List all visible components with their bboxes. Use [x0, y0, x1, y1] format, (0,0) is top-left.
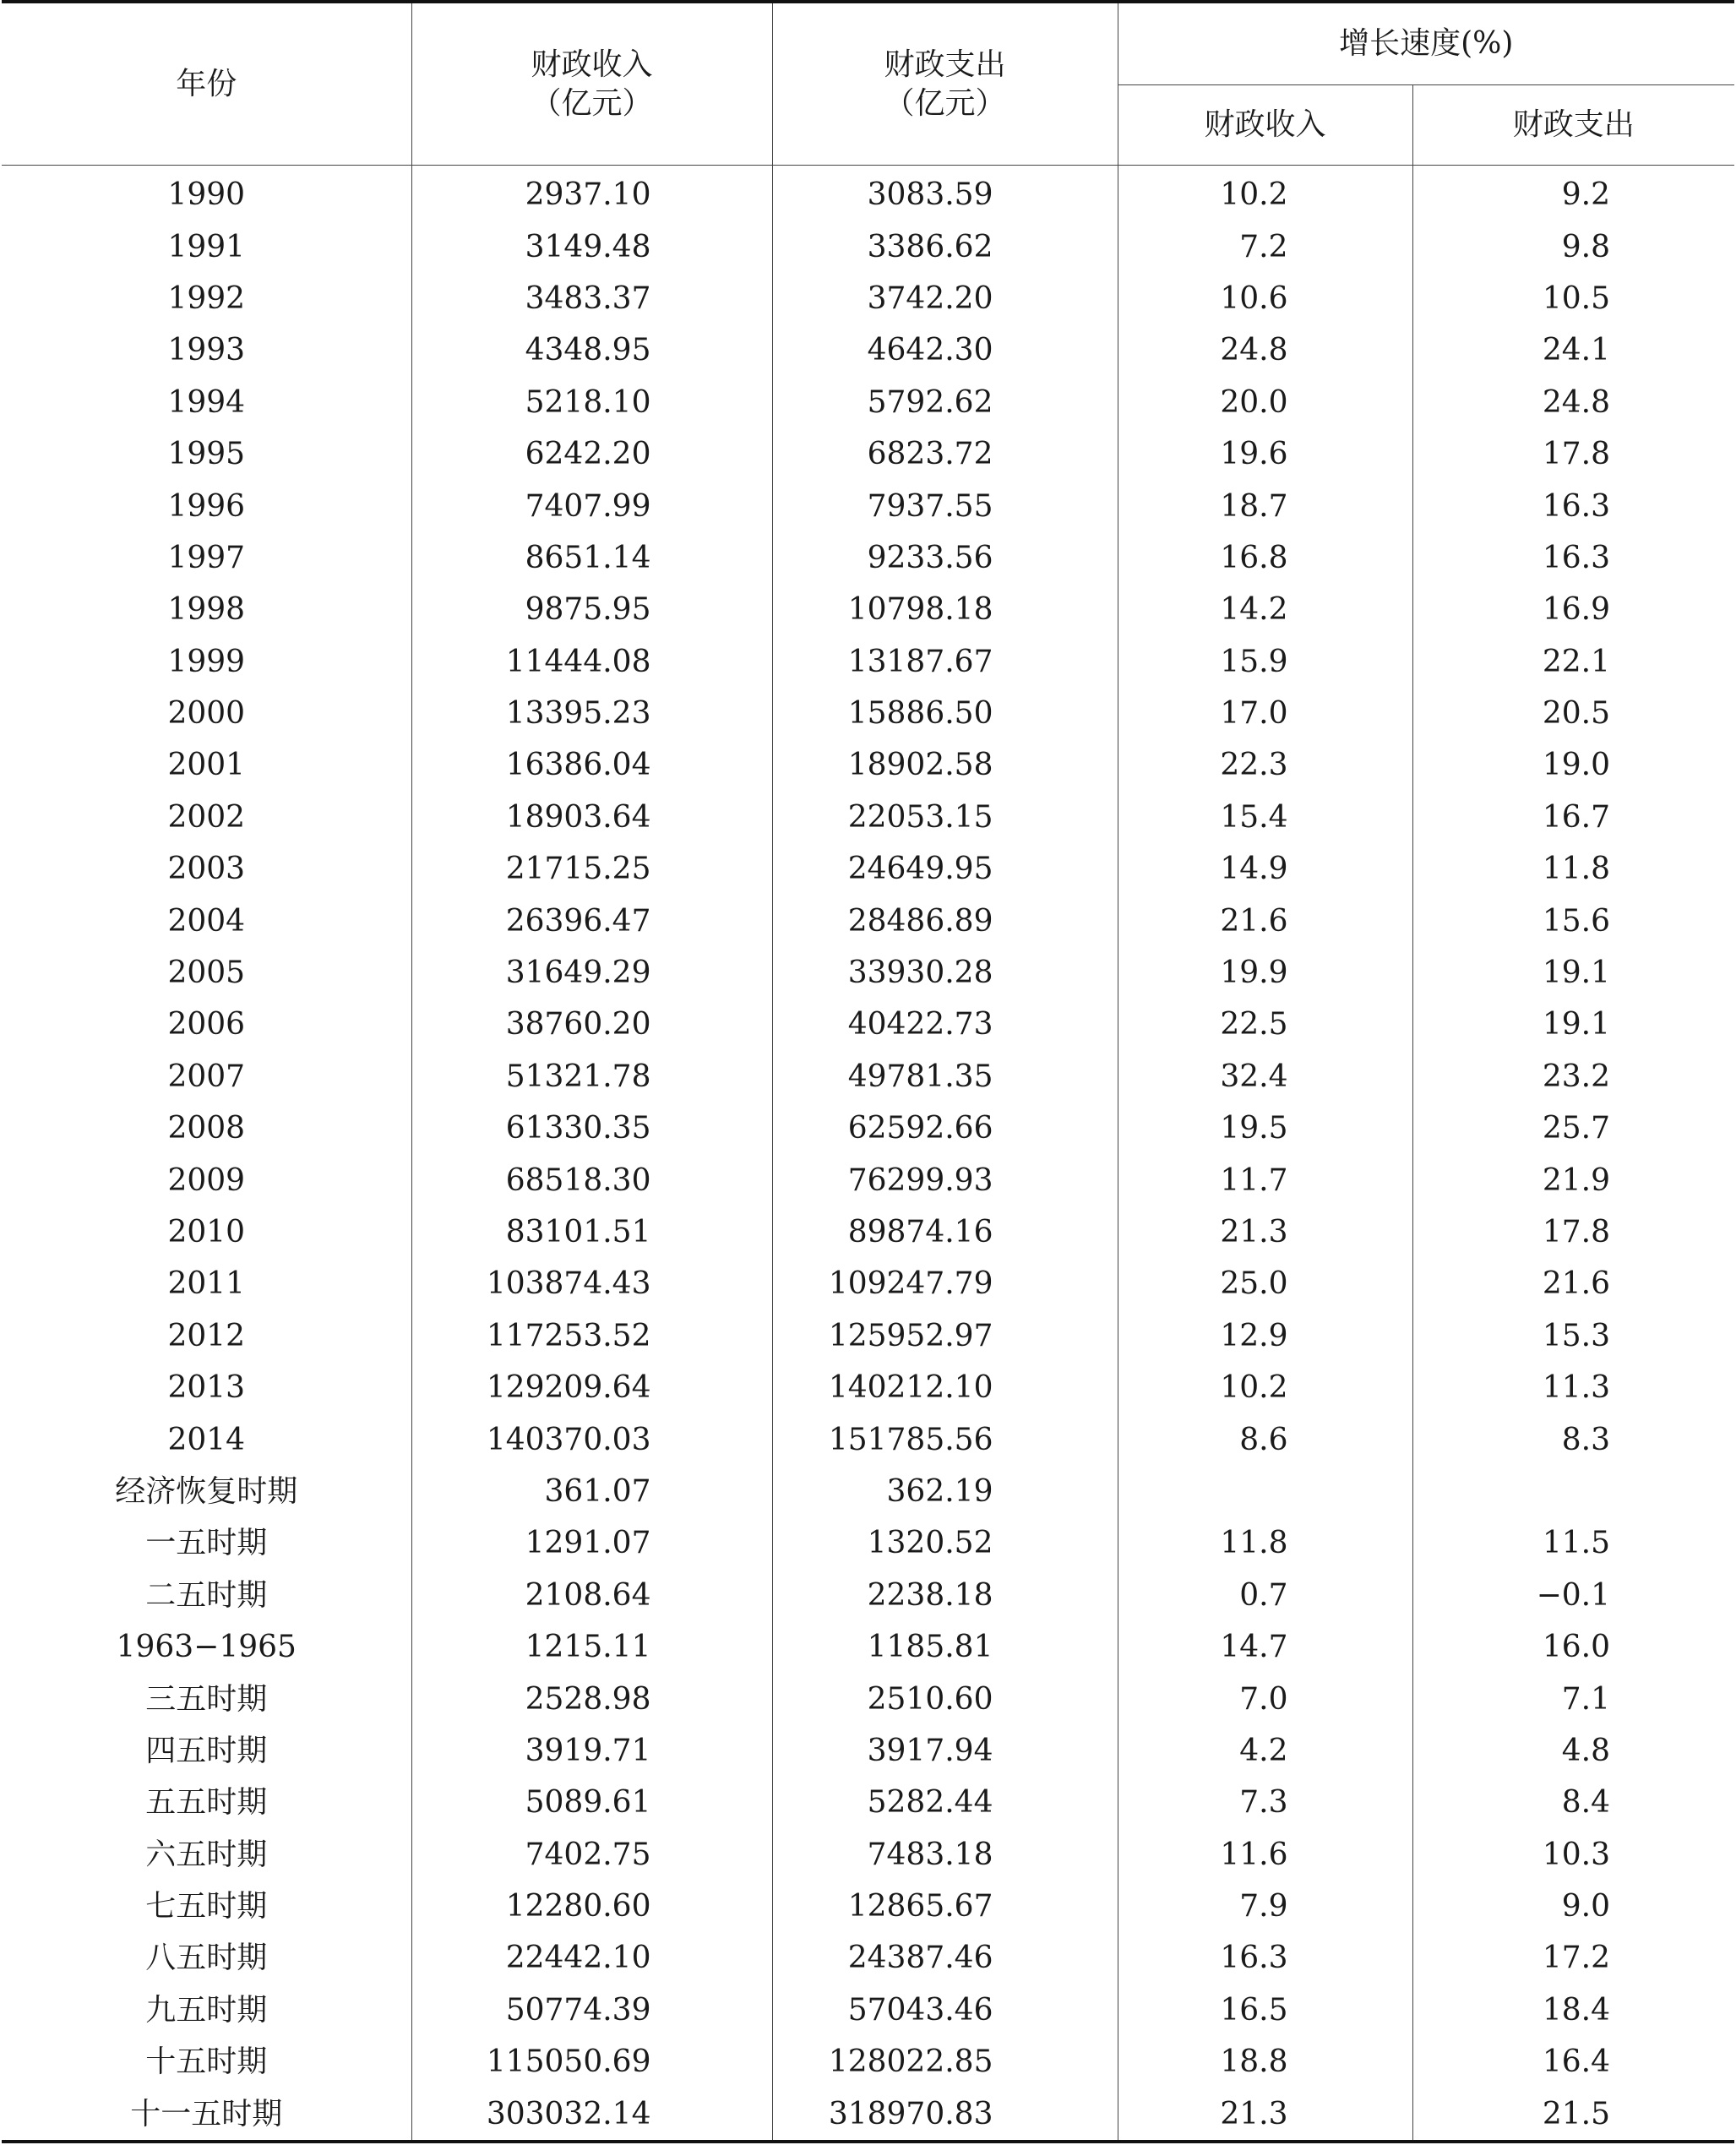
table-row	[2, 1258, 1734, 1309]
cell-year: 1996	[167, 488, 246, 524]
cell-growth-revenue: 20.0	[1118, 377, 1412, 428]
cell-expenditure: 18902.58	[772, 739, 1118, 791]
table-row	[2, 739, 1734, 791]
cell-year: 2000	[167, 696, 246, 732]
cell-expenditure: 109247.79	[772, 1258, 1118, 1309]
cell-growth-revenue: 19.6	[1118, 428, 1412, 480]
cell-revenue: 12280.60	[411, 1881, 772, 1932]
fiscal-table	[2, 0, 1734, 2143]
cell-expenditure: 5792.62	[772, 377, 1118, 428]
cell-revenue: 3149.48	[411, 220, 772, 272]
cell-expenditure: 1185.81	[772, 1621, 1118, 1673]
cell-expenditure: 49781.35	[772, 1051, 1118, 1102]
cell-year: 1993	[167, 333, 246, 368]
cell-growth-expenditure: 4.8	[1412, 1725, 1734, 1777]
cell-growth-expenditure: 16.0	[1412, 1621, 1734, 1673]
table-row	[2, 166, 1734, 221]
cell-expenditure: 3386.62	[772, 220, 1118, 272]
cell-growth-revenue: 12.9	[1118, 1310, 1412, 1362]
cell-growth-expenditure: 9.0	[1412, 1881, 1734, 1932]
cell-growth-revenue: 21.3	[1118, 2088, 1412, 2141]
cell-growth-expenditure: 16.9	[1412, 584, 1734, 635]
cell-expenditure: 5282.44	[772, 1777, 1118, 1828]
table-row	[2, 584, 1734, 635]
table-row	[2, 324, 1734, 376]
table-row	[2, 999, 1734, 1050]
cell-revenue: 16386.04	[411, 739, 772, 791]
cell-expenditure: 12865.67	[772, 1881, 1118, 1932]
cell-expenditure: 2238.18	[772, 1570, 1118, 1621]
cell-expenditure: 140212.10	[772, 1362, 1118, 1413]
cell-growth-expenditure: 21.5	[1412, 2088, 1734, 2141]
cell-year: 1994	[167, 384, 246, 420]
table-row	[2, 1362, 1734, 1413]
cell-year: 一五时期	[145, 1526, 268, 1561]
cell-growth-expenditure: 19.1	[1412, 947, 1734, 999]
cell-year: 2013	[167, 1370, 246, 1406]
table-row	[2, 1051, 1734, 1102]
cell-growth-revenue: 19.5	[1118, 1102, 1412, 1154]
table-row	[2, 1984, 1734, 2036]
cell-revenue: 8651.14	[411, 532, 772, 584]
cell-expenditure: 7483.18	[772, 1829, 1118, 1881]
table-row	[2, 636, 1734, 688]
cell-revenue: 38760.20	[411, 999, 772, 1050]
cell-revenue: 140370.03	[411, 1413, 772, 1465]
cell-expenditure: 62592.66	[772, 1102, 1118, 1154]
cell-revenue: 18903.64	[411, 792, 772, 843]
header-expenditure-unit: （亿元）	[884, 85, 1006, 121]
cell-year: 八五时期	[145, 1941, 268, 1976]
cell-growth-expenditure: −0.1	[1412, 1570, 1734, 1621]
cell-revenue: 83101.51	[411, 1206, 772, 1258]
cell-growth-revenue: 18.7	[1118, 480, 1412, 531]
table-row	[2, 1621, 1734, 1673]
cell-revenue: 2108.64	[411, 1570, 772, 1621]
cell-growth-revenue: 7.0	[1118, 1673, 1412, 1724]
cell-revenue: 13395.23	[411, 688, 772, 739]
cell-growth-revenue: 22.5	[1118, 999, 1412, 1050]
cell-growth-expenditure: 17.8	[1412, 428, 1734, 480]
cell-expenditure: 76299.93	[772, 1154, 1118, 1206]
cell-year: 2011	[167, 1266, 246, 1302]
header-growth: 增长速度(%)	[1118, 2, 1734, 85]
cell-growth-revenue: 11.6	[1118, 1829, 1412, 1881]
table-body	[2, 166, 1734, 2142]
cell-revenue: 68518.30	[411, 1154, 772, 1206]
cell-expenditure: 28486.89	[772, 895, 1118, 946]
cell-expenditure: 6823.72	[772, 428, 1118, 480]
cell-growth-revenue: 7.3	[1118, 1777, 1412, 1828]
header-growth-expenditure: 财政支出	[1412, 85, 1734, 166]
cell-expenditure: 362.19	[772, 1466, 1118, 1517]
cell-revenue: 3483.37	[411, 273, 772, 324]
cell-year: 四五时期	[145, 1733, 268, 1768]
cell-growth-expenditure: 8.3	[1412, 1413, 1734, 1465]
cell-year: 1963−1965	[116, 1630, 297, 1665]
table-row	[2, 273, 1734, 324]
header-expenditure-label: 财政支出	[884, 46, 1006, 82]
cell-revenue: 115050.69	[411, 2036, 772, 2088]
header-expenditure	[772, 2, 1118, 166]
cell-revenue: 6242.20	[411, 428, 772, 480]
cell-expenditure: 3742.20	[772, 273, 1118, 324]
cell-growth-expenditure: 24.1	[1412, 324, 1734, 376]
cell-revenue: 103874.43	[411, 1258, 772, 1309]
table-header	[2, 2, 1734, 166]
cell-year: 2014	[167, 1422, 246, 1457]
cell-revenue: 5218.10	[411, 377, 772, 428]
cell-growth-revenue: 14.9	[1118, 843, 1412, 895]
cell-growth-expenditure: 8.4	[1412, 1777, 1734, 1828]
cell-growth-expenditure: 21.9	[1412, 1154, 1734, 1206]
table-row	[2, 688, 1734, 739]
cell-growth-revenue: 10.6	[1118, 273, 1412, 324]
cell-year: 十五时期	[145, 2044, 268, 2080]
cell-growth-expenditure: 10.5	[1412, 273, 1734, 324]
cell-year: 1995	[167, 437, 246, 472]
table-row	[2, 843, 1734, 895]
cell-growth-revenue: 0.7	[1118, 1570, 1412, 1621]
cell-expenditure: 22053.15	[772, 792, 1118, 843]
table-row	[2, 220, 1734, 272]
cell-growth-expenditure: 9.2	[1412, 166, 1734, 221]
cell-growth-revenue: 10.2	[1118, 1362, 1412, 1413]
cell-revenue: 22442.10	[411, 1932, 772, 1984]
cell-growth-expenditure: 16.3	[1412, 480, 1734, 531]
table-row	[2, 1570, 1734, 1621]
cell-year: 2004	[167, 903, 246, 939]
cell-growth-expenditure: 10.3	[1412, 1829, 1734, 1881]
cell-revenue: 3919.71	[411, 1725, 772, 1777]
cell-growth-revenue: 8.6	[1118, 1413, 1412, 1465]
cell-growth-expenditure: 7.1	[1412, 1673, 1734, 1724]
cell-growth-expenditure: 15.6	[1412, 895, 1734, 946]
cell-year: 2003	[167, 852, 246, 887]
cell-growth-expenditure: 11.3	[1412, 1362, 1734, 1413]
cell-growth-expenditure: 17.2	[1412, 1932, 1734, 1984]
table-row	[2, 428, 1734, 480]
cell-growth-revenue: 15.9	[1118, 636, 1412, 688]
cell-expenditure: 2510.60	[772, 1673, 1118, 1724]
cell-revenue: 7402.75	[411, 1829, 772, 1881]
table-row	[2, 532, 1734, 584]
table-row	[2, 480, 1734, 531]
cell-growth-revenue: 15.4	[1118, 792, 1412, 843]
cell-expenditure: 24649.95	[772, 843, 1118, 895]
header-year: 年份	[176, 66, 237, 101]
table-row	[2, 377, 1734, 428]
table-row	[2, 1829, 1734, 1881]
table-row	[2, 1310, 1734, 1362]
cell-growth-revenue: 21.6	[1118, 895, 1412, 946]
cell-growth-expenditure: 11.5	[1412, 1517, 1734, 1569]
cell-expenditure: 15886.50	[772, 688, 1118, 739]
cell-expenditure: 128022.85	[772, 2036, 1118, 2088]
cell-revenue: 5089.61	[411, 1777, 772, 1828]
cell-expenditure: 7937.55	[772, 480, 1118, 531]
cell-revenue: 21715.25	[411, 843, 772, 895]
cell-year: 经济恢复时期	[115, 1473, 298, 1509]
cell-year: 三五时期	[145, 1681, 268, 1717]
cell-revenue: 361.07	[411, 1466, 772, 1517]
cell-expenditure: 24387.46	[772, 1932, 1118, 1984]
cell-year: 二五时期	[145, 1577, 268, 1613]
cell-expenditure: 125952.97	[772, 1310, 1118, 1362]
cell-revenue: 11444.08	[411, 636, 772, 688]
cell-expenditure: 10798.18	[772, 584, 1118, 635]
cell-growth-expenditure: 22.1	[1412, 636, 1734, 688]
cell-growth-expenditure: 24.8	[1412, 377, 1734, 428]
cell-year: 七五时期	[145, 1889, 268, 1925]
cell-revenue: 50774.39	[411, 1984, 772, 2036]
cell-expenditure: 13187.67	[772, 636, 1118, 688]
cell-growth-revenue: 7.2	[1118, 220, 1412, 272]
cell-expenditure: 4642.30	[772, 324, 1118, 376]
cell-expenditure: 57043.46	[772, 1984, 1118, 2036]
cell-growth-revenue: 16.8	[1118, 532, 1412, 584]
cell-growth-revenue: 17.0	[1118, 688, 1412, 739]
cell-growth-expenditure: 16.7	[1412, 792, 1734, 843]
cell-year: 2008	[167, 1111, 246, 1146]
table-row	[2, 1777, 1734, 1828]
header-revenue-unit: （亿元）	[531, 85, 653, 121]
cell-growth-revenue: 32.4	[1118, 1051, 1412, 1102]
cell-growth-revenue: 18.8	[1118, 2036, 1412, 2088]
cell-year: 六五时期	[145, 1837, 268, 1872]
table-row	[2, 895, 1734, 946]
cell-growth-revenue: 7.9	[1118, 1881, 1412, 1932]
table-row	[2, 1466, 1734, 1517]
header-revenue-label: 财政收入	[531, 46, 653, 82]
table-row	[2, 1206, 1734, 1258]
cell-growth-expenditure	[1412, 1466, 1734, 1517]
cell-expenditure: 3917.94	[772, 1725, 1118, 1777]
cell-growth-revenue: 14.7	[1118, 1621, 1412, 1673]
cell-growth-expenditure: 19.0	[1412, 739, 1734, 791]
cell-growth-revenue: 11.8	[1118, 1517, 1412, 1569]
cell-growth-expenditure: 9.8	[1412, 220, 1734, 272]
cell-growth-expenditure: 17.8	[1412, 1206, 1734, 1258]
cell-year: 十一五时期	[130, 2096, 283, 2131]
table-row	[2, 1725, 1734, 1777]
cell-growth-revenue: 24.8	[1118, 324, 1412, 376]
cell-growth-expenditure: 25.7	[1412, 1102, 1734, 1154]
cell-growth-revenue: 16.3	[1118, 1932, 1412, 1984]
cell-year: 九五时期	[145, 1992, 268, 2028]
cell-expenditure: 318970.83	[772, 2088, 1118, 2141]
header-growth-revenue: 财政收入	[1118, 85, 1412, 166]
cell-growth-revenue: 25.0	[1118, 1258, 1412, 1309]
cell-growth-expenditure: 16.3	[1412, 532, 1734, 584]
cell-revenue: 51321.78	[411, 1051, 772, 1102]
cell-revenue: 7407.99	[411, 480, 772, 531]
cell-year: 1991	[167, 229, 246, 264]
cell-expenditure: 89874.16	[772, 1206, 1118, 1258]
cell-growth-expenditure: 20.5	[1412, 688, 1734, 739]
cell-expenditure: 40422.73	[772, 999, 1118, 1050]
header-revenue	[411, 2, 772, 166]
cell-year: 1998	[167, 592, 246, 628]
cell-revenue: 31649.29	[411, 947, 772, 999]
cell-growth-expenditure: 11.8	[1412, 843, 1734, 895]
cell-year: 2007	[167, 1059, 246, 1094]
cell-growth-revenue: 22.3	[1118, 739, 1412, 791]
table-row	[2, 792, 1734, 843]
table-row	[2, 1154, 1734, 1206]
cell-year: 1999	[167, 644, 246, 679]
cell-revenue: 117253.52	[411, 1310, 772, 1362]
cell-expenditure: 3083.59	[772, 166, 1118, 221]
cell-growth-expenditure: 21.6	[1412, 1258, 1734, 1309]
cell-growth-expenditure: 18.4	[1412, 1984, 1734, 2036]
cell-growth-revenue	[1118, 1466, 1412, 1517]
cell-year: 2005	[167, 955, 246, 991]
cell-revenue: 129209.64	[411, 1362, 772, 1413]
cell-growth-expenditure: 15.3	[1412, 1310, 1734, 1362]
cell-year: 2010	[167, 1215, 246, 1249]
cell-year: 2006	[167, 1007, 246, 1043]
cell-revenue: 4348.95	[411, 324, 772, 376]
cell-growth-revenue: 19.9	[1118, 947, 1412, 999]
table-row	[2, 1413, 1734, 1465]
table-row	[2, 1102, 1734, 1154]
cell-year: 2009	[167, 1162, 246, 1198]
cell-growth-revenue: 14.2	[1118, 584, 1412, 635]
cell-growth-expenditure: 16.4	[1412, 2036, 1734, 2088]
table-row	[2, 947, 1734, 999]
cell-year: 1997	[167, 540, 246, 575]
cell-growth-expenditure: 23.2	[1412, 1051, 1734, 1102]
cell-growth-expenditure: 19.1	[1412, 999, 1734, 1050]
cell-year: 1992	[167, 280, 246, 316]
table-row	[2, 1673, 1734, 1724]
cell-year: 2002	[167, 799, 246, 835]
cell-growth-revenue: 4.2	[1118, 1725, 1412, 1777]
cell-revenue: 1215.11	[411, 1621, 772, 1673]
cell-revenue: 303032.14	[411, 2088, 772, 2141]
cell-growth-revenue: 11.7	[1118, 1154, 1412, 1206]
table-row	[2, 2036, 1734, 2088]
table-row	[2, 1932, 1734, 1984]
cell-expenditure: 33930.28	[772, 947, 1118, 999]
cell-year: 五五时期	[145, 1785, 268, 1821]
table-row	[2, 2088, 1734, 2141]
cell-expenditure: 9233.56	[772, 532, 1118, 584]
cell-year: 2012	[167, 1318, 246, 1353]
cell-growth-revenue: 16.5	[1118, 1984, 1412, 2036]
cell-revenue: 2528.98	[411, 1673, 772, 1724]
cell-revenue: 26396.47	[411, 895, 772, 946]
table-row	[2, 1881, 1734, 1932]
cell-revenue: 1291.07	[411, 1517, 772, 1569]
cell-growth-revenue: 21.3	[1118, 1206, 1412, 1258]
cell-growth-revenue: 10.2	[1118, 166, 1412, 221]
cell-revenue: 9875.95	[411, 584, 772, 635]
table-row	[2, 1517, 1734, 1569]
cell-year: 2001	[167, 748, 246, 783]
cell-expenditure: 1320.52	[772, 1517, 1118, 1569]
cell-expenditure: 151785.56	[772, 1413, 1118, 1465]
cell-year: 1990	[167, 177, 246, 213]
cell-revenue: 61330.35	[411, 1102, 772, 1154]
cell-revenue: 2937.10	[411, 166, 772, 221]
